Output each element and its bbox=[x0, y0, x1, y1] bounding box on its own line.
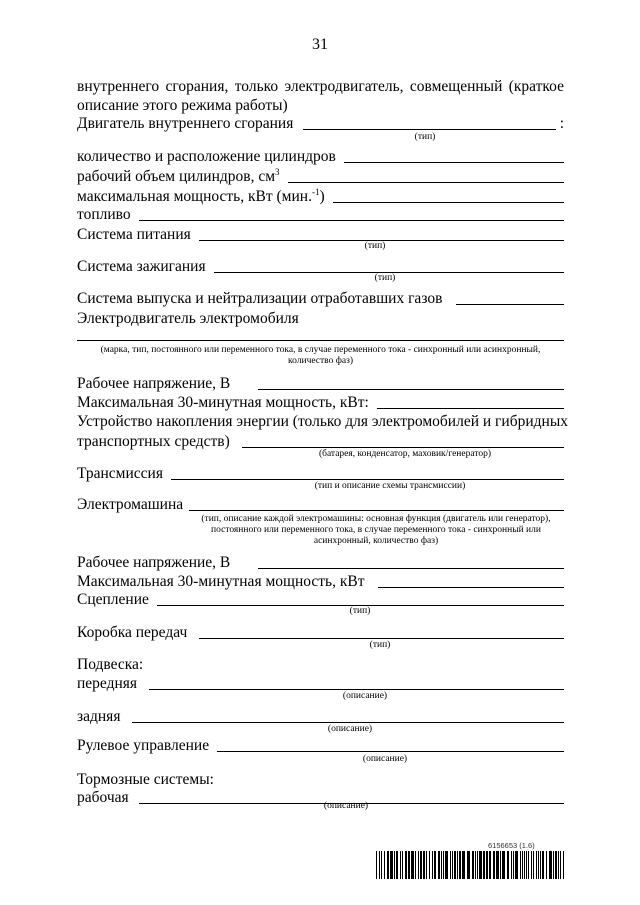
emotor-label: Электродвигатель электромобиля bbox=[77, 310, 299, 327]
power30-label: Максимальная 30-минутная мощность, кВт: bbox=[77, 394, 369, 411]
rear-suspension-row bbox=[77, 705, 564, 725]
transmission-label: Трансмиссия bbox=[77, 465, 163, 482]
storage-label-2: транспортных средств) bbox=[77, 433, 230, 450]
suspension-label: Подвеска: bbox=[77, 656, 144, 673]
displacement-field[interactable] bbox=[288, 182, 564, 183]
exhaust-row bbox=[77, 287, 564, 307]
document-code: 6156653 (1.6) bbox=[488, 841, 535, 850]
cylinders-field[interactable] bbox=[344, 162, 564, 163]
emotor-hint: (марка, тип, постоянного или переменного тока, в случае переменного тока - синхронный или асинхронный, количество фаз) bbox=[100, 345, 541, 366]
suspension-row bbox=[77, 653, 564, 673]
gearbox-row bbox=[77, 621, 564, 641]
power30b-label: Максимальная 30-минутная мощность, кВт bbox=[77, 573, 365, 590]
front-suspension-label: передняя bbox=[77, 675, 138, 692]
brakes-row bbox=[77, 768, 564, 788]
displacement-row bbox=[77, 165, 564, 185]
rear-suspension-label: задняя bbox=[77, 708, 121, 725]
fuel-label: топливо bbox=[77, 206, 131, 223]
steering-hint: (описание) bbox=[362, 754, 408, 764]
emachine-field[interactable] bbox=[189, 510, 564, 511]
voltage2-field[interactable] bbox=[258, 568, 564, 569]
transmission-row bbox=[77, 462, 564, 482]
gearbox-field[interactable] bbox=[199, 638, 564, 639]
front-suspension-row bbox=[77, 672, 564, 692]
gearbox-label: Коробка передач bbox=[77, 624, 188, 641]
storage-row-1 bbox=[77, 410, 568, 430]
steering-label: Рулевое управление bbox=[77, 737, 210, 754]
transmission-hint: (тип и описание схемы трансмиссии) bbox=[314, 481, 466, 491]
emachine-row bbox=[77, 493, 564, 513]
ignition-row bbox=[77, 255, 564, 275]
gearbox-hint: (тип) bbox=[369, 640, 391, 650]
clutch-hint: (тип) bbox=[349, 606, 371, 616]
power30-field[interactable] bbox=[377, 408, 564, 409]
voltage-label: Рабочее напряжение, В bbox=[77, 375, 231, 392]
voltage2-row bbox=[77, 551, 564, 571]
clutch-row bbox=[77, 588, 564, 608]
exhaust-label: Система выпуска и нейтрализации отработавших газов bbox=[77, 290, 443, 307]
front-suspension-field[interactable] bbox=[149, 689, 564, 690]
exhaust-field[interactable] bbox=[456, 304, 564, 305]
front-suspension-hint: (описание) bbox=[342, 691, 388, 701]
voltage-field[interactable] bbox=[258, 389, 564, 390]
ice-row bbox=[77, 112, 564, 132]
ice-label: Двигатель внутреннего сгорания bbox=[77, 115, 294, 132]
rear-suspension-hint: (описание) bbox=[327, 724, 373, 734]
ice-hint: (тип) bbox=[414, 132, 436, 142]
fuel-system-label: Система питания bbox=[77, 226, 191, 243]
intro-text: внутреннего сгорания, только электродвигатель, совмещенный (краткое описание этого режима работы) bbox=[77, 78, 564, 114]
cylinders-row bbox=[77, 145, 564, 165]
fuel-row bbox=[77, 203, 564, 223]
barcode bbox=[376, 851, 564, 879]
ice-colon: : bbox=[559, 115, 564, 132]
fuel-system-row bbox=[77, 223, 564, 243]
steering-field[interactable] bbox=[217, 751, 564, 752]
power-superscript: -1 bbox=[311, 186, 320, 197]
power30b-row bbox=[77, 570, 564, 590]
emotor-row bbox=[77, 307, 564, 327]
storage-label-1: Устройство накопления энергии (только для электромобилей и гибридных bbox=[77, 413, 568, 430]
power30-row bbox=[77, 391, 564, 411]
clutch-label: Сцепление bbox=[77, 591, 149, 608]
cylinders-label: количество и расположение цилиндров bbox=[77, 148, 336, 165]
transmission-field[interactable] bbox=[171, 479, 564, 480]
brakes-label: Тормозные системы: bbox=[77, 771, 214, 788]
emotor-field[interactable] bbox=[77, 340, 564, 341]
ignition-hint: (тип) bbox=[374, 273, 396, 283]
emachine-hint: (тип, описание каждой электромашины: основная функция (двигатель или генератор), постоянного или переменного тока, в случае переменного тока - синхронный или асинхронный, количество фаз) bbox=[201, 514, 551, 546]
displacement-superscript: 3 bbox=[275, 166, 280, 177]
fuel-system-hint: (тип) bbox=[364, 241, 386, 251]
voltage2-label: Рабочее напряжение, В bbox=[77, 554, 231, 571]
emachine-label: Электромашина bbox=[77, 496, 184, 513]
rear-suspension-field[interactable] bbox=[132, 722, 564, 723]
displacement-label: рабочий объем цилиндров, $см^3$ bbox=[77, 166, 280, 185]
steering-row bbox=[77, 734, 564, 754]
power-row bbox=[77, 185, 564, 205]
page-number: 31 bbox=[312, 36, 328, 53]
service-brake-hint: (описание) bbox=[323, 801, 369, 811]
storage-row-2 bbox=[77, 430, 564, 450]
ignition-label: Система зажигания bbox=[77, 258, 206, 275]
fuel-field[interactable] bbox=[139, 220, 564, 221]
voltage-row bbox=[77, 372, 564, 392]
service-brake-label: рабочая bbox=[77, 789, 129, 806]
ice-field[interactable] bbox=[303, 129, 555, 130]
power-label: максимальная мощность, кВт (мин.$^{-1}$) bbox=[77, 186, 325, 205]
storage-hint: (батарея, конденсатор, маховик/генератор) bbox=[318, 449, 492, 459]
storage-field[interactable] bbox=[242, 447, 564, 448]
